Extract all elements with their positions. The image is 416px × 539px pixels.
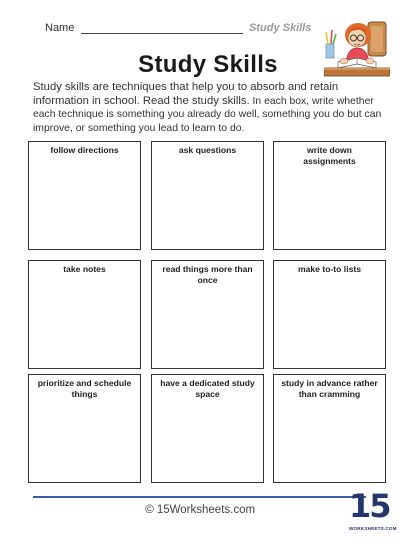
instructions-intro: Study skills are techniques that help you to absorb and retain information in school. Read the study skills. <box>33 81 339 107</box>
worksheets-logo <box>349 487 397 534</box>
footer-divider <box>33 496 366 498</box>
name-row <box>45 22 345 38</box>
copyright-symbol: © <box>145 502 154 516</box>
worksheet-topic-tag: Study Skills <box>249 22 312 34</box>
answer-box[interactable] <box>151 260 264 369</box>
instructions-paragraph <box>33 81 383 135</box>
answer-box-label: take notes <box>63 264 106 274</box>
name-blank-line[interactable] <box>81 33 243 34</box>
page-title: Study Skills <box>138 51 278 78</box>
answer-box-label: prioritize and schedule things <box>37 378 132 399</box>
logo-number: 15 <box>349 487 390 525</box>
instructions-task: In each box, write whether each technique is something you already do well, something you do but can improve, or something you lead to learn to do. <box>33 95 382 134</box>
answer-box[interactable] <box>273 260 386 369</box>
footer-credit <box>145 502 255 516</box>
answer-box[interactable] <box>151 374 264 483</box>
answer-box-label: have a dedicated study space <box>160 378 255 399</box>
answer-box-label: follow directions <box>50 145 119 155</box>
name-label: Name <box>45 22 75 34</box>
answer-box-label: write down assignments <box>303 145 356 166</box>
answer-box[interactable] <box>28 260 141 369</box>
answer-box[interactable] <box>28 141 141 250</box>
answer-box[interactable] <box>273 141 386 250</box>
answer-box[interactable] <box>273 374 386 483</box>
answer-box-label: ask questions <box>178 145 237 155</box>
answer-box[interactable] <box>28 374 141 483</box>
logo-brand-text: WORKSHEETS.COM <box>349 526 397 531</box>
answer-box-label: study in advance rather than cramming <box>281 378 378 399</box>
answer-box-label: make to-to lists <box>297 264 362 274</box>
answer-box-label: read things more than once <box>162 264 253 285</box>
answer-box[interactable] <box>151 141 264 250</box>
footer-site-link[interactable]: 15Worksheets.com <box>156 504 256 516</box>
